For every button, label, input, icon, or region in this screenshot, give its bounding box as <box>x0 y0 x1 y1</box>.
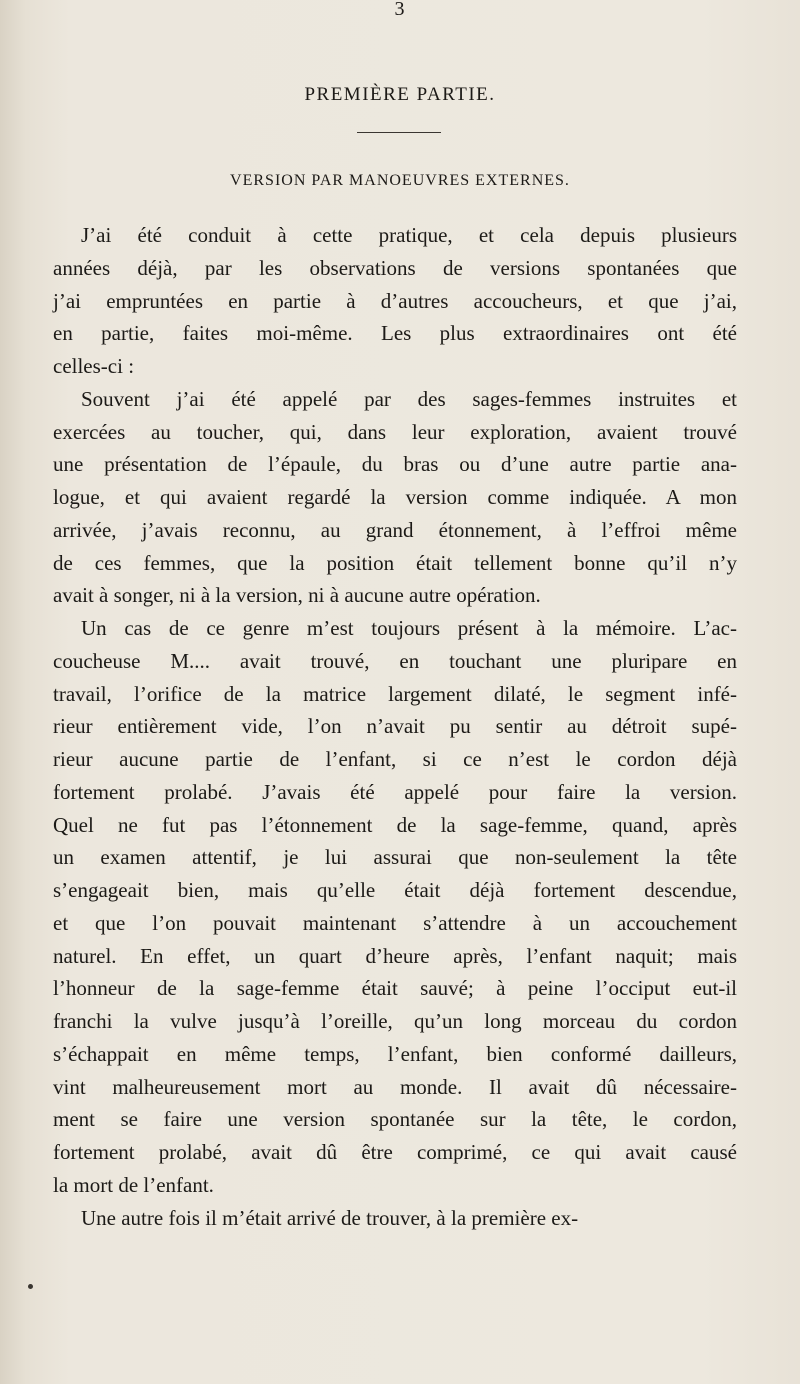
paragraph <box>53 612 737 1202</box>
text-line: Quel ne fut pas l’étonnement de la sage-femme, quand, après <box>53 812 737 837</box>
text-line: J’ai été conduit à cette pratique, et cela depuis plusieurs <box>81 223 737 247</box>
text-line: arrivée, j’avais reconnu, au grand étonnement, à l’effroi même <box>53 517 737 542</box>
margin-dot-mark <box>28 1284 33 1289</box>
text-line: vint malheureusement mort au monde. Il avait dû nécessaire- <box>53 1074 737 1099</box>
text-line: l’honneur de la sage-femme était sauvé; à peine l’occiput eut-il <box>53 976 737 1001</box>
text-line: Un cas de ce genre m’est toujours présent à la mémoire. L’ac- <box>81 616 737 640</box>
text-line: rieur aucune partie de l’enfant, si ce n’est le cordon déjà <box>53 747 737 771</box>
text-line: franchi la vulve jusqu’à l’oreille, qu’un long morceau du cordon <box>53 1009 737 1033</box>
page-number: 3 <box>394 0 406 20</box>
paragraph <box>53 383 737 612</box>
text-line: j’ai empruntées en partie à d’autres accoucheurs, et que j’ai, <box>53 288 737 313</box>
text-line: naturel. En effet, un quart d’heure après, l’enfant naquit; mais <box>53 943 737 968</box>
text-line: Une autre fois il m’était arrivé de trouver, à la première ex- <box>81 1205 579 1230</box>
text-line: ment se faire une version spontanée sur la tête, le cordon, <box>53 1107 737 1132</box>
text-line: un examen attentif, je lui assurai que non-seulement la tête <box>53 845 737 870</box>
text-line: fortement prolabé, avait dû être comprimé, ce qui avait causé <box>53 1140 737 1164</box>
body-text <box>53 219 737 1234</box>
text-line: et que l’on pouvait maintenant s’attendre à un accouchement <box>53 910 737 935</box>
text-line: s’échappait en même temps, l’enfant, bien conformé dailleurs, <box>53 1041 737 1066</box>
text-line: années déjà, par les observations de versions spontanées que <box>53 255 737 280</box>
part-title: PREMIÈRE PARTIE. <box>304 84 496 105</box>
text-line: une présentation de l’épaule, du bras ou d’une autre partie ana- <box>53 452 737 477</box>
paragraph <box>53 1202 737 1235</box>
text-line: de ces femmes, que la position était tellement bonne qu’il n’y <box>53 550 737 575</box>
text-line: avait à songer, ni à la version, ni à aucune autre opération. <box>53 583 541 608</box>
text-line: s’engageait bien, mais qu’elle était déjà fortement descendue, <box>53 878 737 902</box>
paragraph <box>53 219 737 383</box>
text-line: la mort de l’enfant. <box>53 1172 214 1197</box>
text-line: en partie, faites moi-même. Les plus extraordinaires ont été <box>53 321 737 346</box>
section-title: VERSION PAR MANOEUVRES EXTERNES. <box>230 172 570 189</box>
text-line: coucheuse M.... avait trouvé, en touchant une pluripare en <box>53 648 737 673</box>
text-line: exercées au toucher, qui, dans leur exploration, avaient trouvé <box>53 419 737 444</box>
text-line: logue, et qui avaient regardé la version comme indiquée. A mon <box>53 485 737 509</box>
text-line: celles-ci : <box>53 354 135 378</box>
text-line: rieur entièrement vide, l’on n’avait pu sentir au détroit supé- <box>53 714 737 739</box>
text-line: travail, l’orifice de la matrice largement dilaté, le segment infé- <box>53 681 737 706</box>
text-line: Souvent j’ai été appelé par des sages-femmes instruites et <box>81 386 737 411</box>
text-line: fortement prolabé. J’avais été appelé pour faire la version. <box>53 779 737 804</box>
title-divider <box>357 132 441 133</box>
